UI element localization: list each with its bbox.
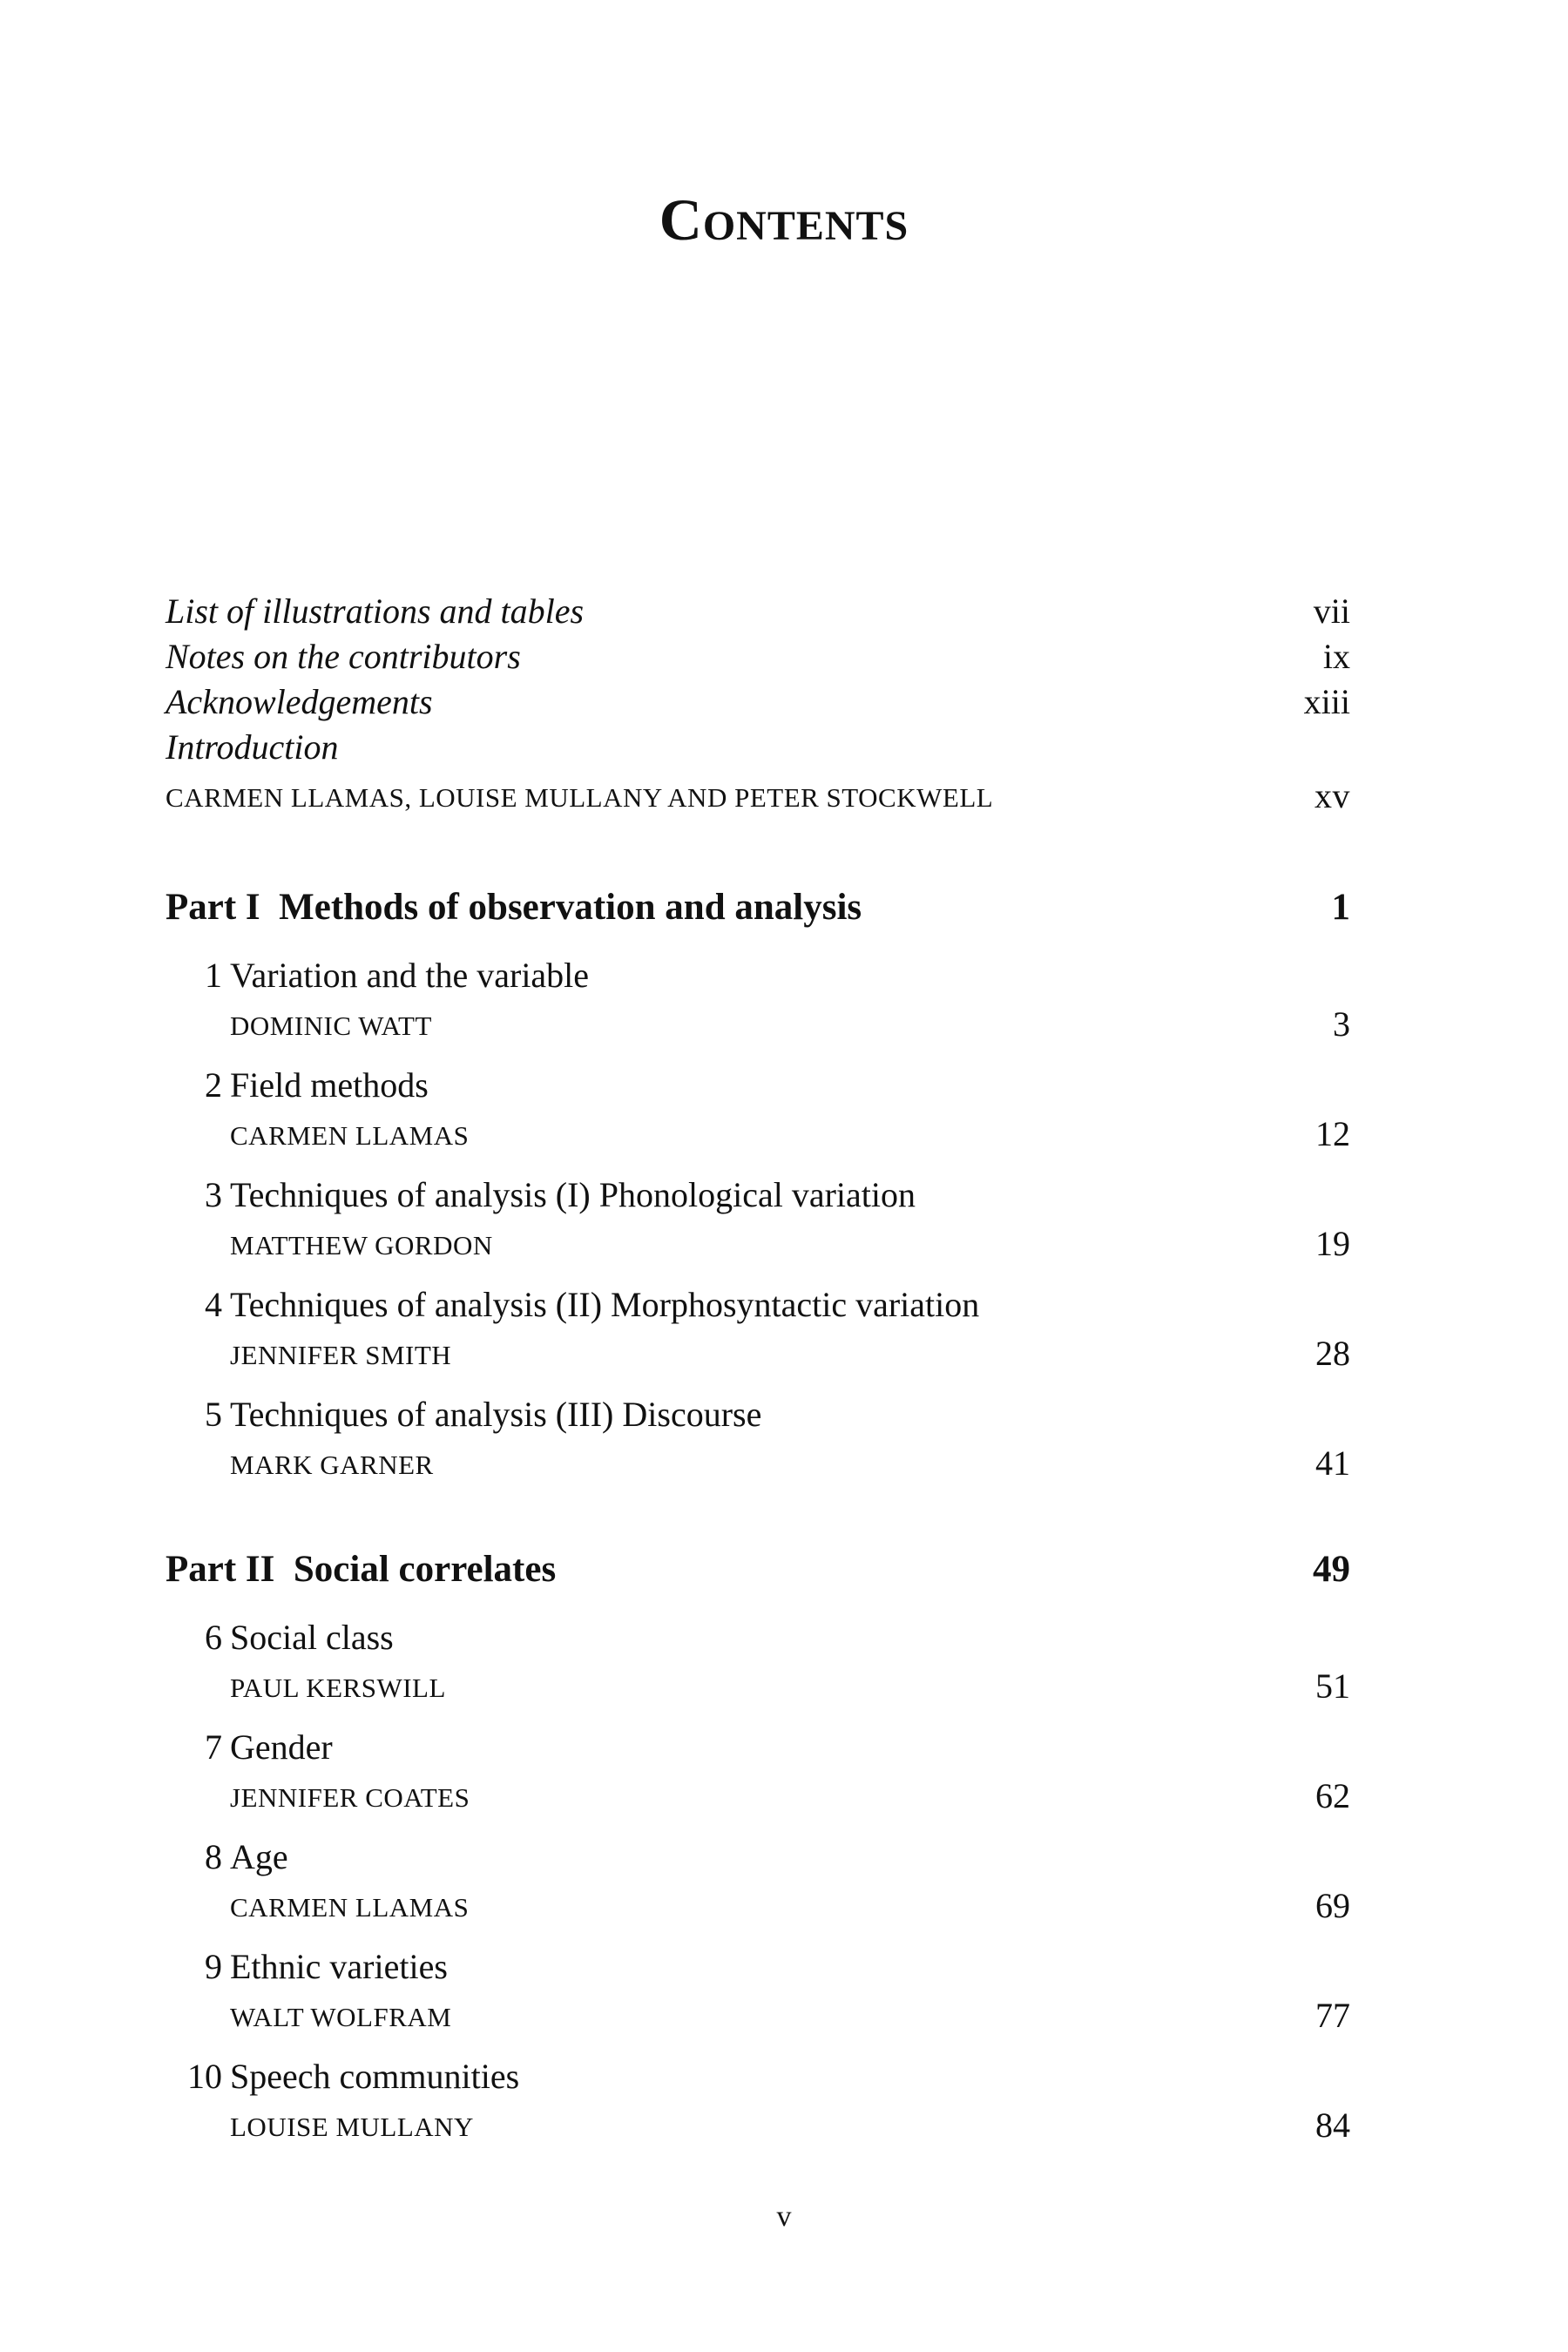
toc-page-number: 3 [1333, 1004, 1350, 1044]
chapter-title: Field methods [230, 1065, 429, 1105]
toc-page-number: 49 [1313, 1549, 1350, 1590]
toc-chapter-3-author [230, 1224, 1350, 1263]
toc-page-number: 77 [1315, 1996, 1350, 2035]
chapter-author: JENNIFER SMITH [230, 1340, 452, 1370]
chapter-title: Variation and the variable [230, 956, 590, 995]
toc-part-1[interactable] [166, 889, 1350, 926]
toc-part-title: Part II Social correlates [166, 1549, 557, 1590]
toc-entry-label: List of illustrations and tables [166, 591, 585, 631]
chapter-title: Social class [230, 1618, 394, 1657]
toc-page-number: 19 [1315, 1224, 1350, 1263]
chapter-author: JENNIFER COATES [230, 1782, 470, 1813]
chapter-title: Age [230, 1837, 288, 1876]
toc-page-number: 12 [1315, 1114, 1350, 1153]
chapter-number: 3 [205, 1175, 222, 1214]
toc-part-2[interactable] [166, 1551, 1350, 1588]
chapter-title: Techniques of analysis (I) Phonological variation [230, 1175, 916, 1214]
chapter-author: WALT WOLFRAM [230, 2002, 452, 2032]
page-title: Contents [659, 186, 909, 253]
toc-introduction-authors [166, 776, 1350, 815]
chapter-title: Ethnic varieties [230, 1947, 448, 1986]
chapter-number: 1 [205, 956, 222, 995]
chapter-number: 9 [205, 1947, 222, 1986]
toc-page-number: 84 [1315, 2105, 1350, 2145]
toc-entry-label: Introduction [166, 727, 339, 767]
toc-chapter-5-author [230, 1443, 1350, 1483]
toc-chapter-4-author [230, 1334, 1350, 1373]
chapter-author: CARMEN LLAMAS [230, 1892, 470, 1923]
toc-chapter-1-author [230, 1004, 1350, 1044]
chapter-author: PAUL KERSWILL [230, 1673, 446, 1703]
chapter-author: LOUISE MULLANY [230, 2112, 474, 2142]
chapter-author: MARK GARNER [230, 1450, 434, 1480]
toc-chapter-9-author [230, 1996, 1350, 2035]
toc-page-number: 51 [1315, 1666, 1350, 1706]
chapter-author: MATTHEW GORDON [230, 1230, 493, 1260]
toc-page-number: 69 [1315, 1886, 1350, 1925]
toc-entry-introduction[interactable] [166, 727, 1350, 767]
chapter-number: 6 [205, 1618, 222, 1657]
toc-chapter-8-author [230, 1886, 1350, 1925]
toc-page-number: 41 [1315, 1443, 1350, 1483]
chapter-author: DOMINIC WATT [230, 1010, 432, 1041]
toc-page-number: ix [1322, 637, 1350, 676]
toc-page-number: xiii [1303, 682, 1350, 721]
chapter-number: 2 [205, 1065, 222, 1105]
toc-entry-illustrations[interactable] [166, 591, 1350, 631]
chapter-title: Speech communities [230, 2057, 520, 2096]
toc-page-number: xv [1315, 776, 1350, 815]
toc-page-number: 28 [1315, 1334, 1350, 1373]
toc-entry-label: Acknowledgements [166, 682, 433, 721]
chapter-number: 7 [205, 1727, 222, 1767]
page-folio: v [776, 2200, 792, 2233]
chapter-title: Gender [230, 1727, 333, 1767]
chapter-number: 5 [205, 1395, 222, 1434]
toc-chapter-7-author [230, 1776, 1350, 1815]
chapter-number: 4 [205, 1285, 222, 1324]
toc-page-number: 62 [1315, 1776, 1350, 1815]
toc-chapter-6-author [230, 1666, 1350, 1706]
toc-author: CARMEN LLAMAS, LOUISE MULLANY AND PETER STOCKWELL [166, 782, 994, 813]
toc-page-number: 1 [1331, 887, 1350, 928]
chapter-title: Techniques of analysis (II) Morphosyntactic variation [230, 1285, 980, 1324]
toc-part-title: Part I Methods of observation and analysis [166, 887, 862, 928]
toc-page-number: vii [1313, 591, 1350, 631]
toc-entry-contributors[interactable] [166, 639, 1350, 674]
toc-chapter-10-author [230, 2105, 1350, 2145]
chapter-title: Techniques of analysis (III) Discourse [230, 1395, 762, 1434]
toc-entry-acknowledgements[interactable] [166, 682, 1350, 721]
chapter-number: 10 [187, 2057, 222, 2096]
toc-chapter-2-author [230, 1114, 1350, 1153]
chapter-number: 8 [205, 1837, 222, 1876]
toc-entry-label: Notes on the contributors [166, 637, 521, 676]
chapter-author: CARMEN LLAMAS [230, 1120, 470, 1151]
